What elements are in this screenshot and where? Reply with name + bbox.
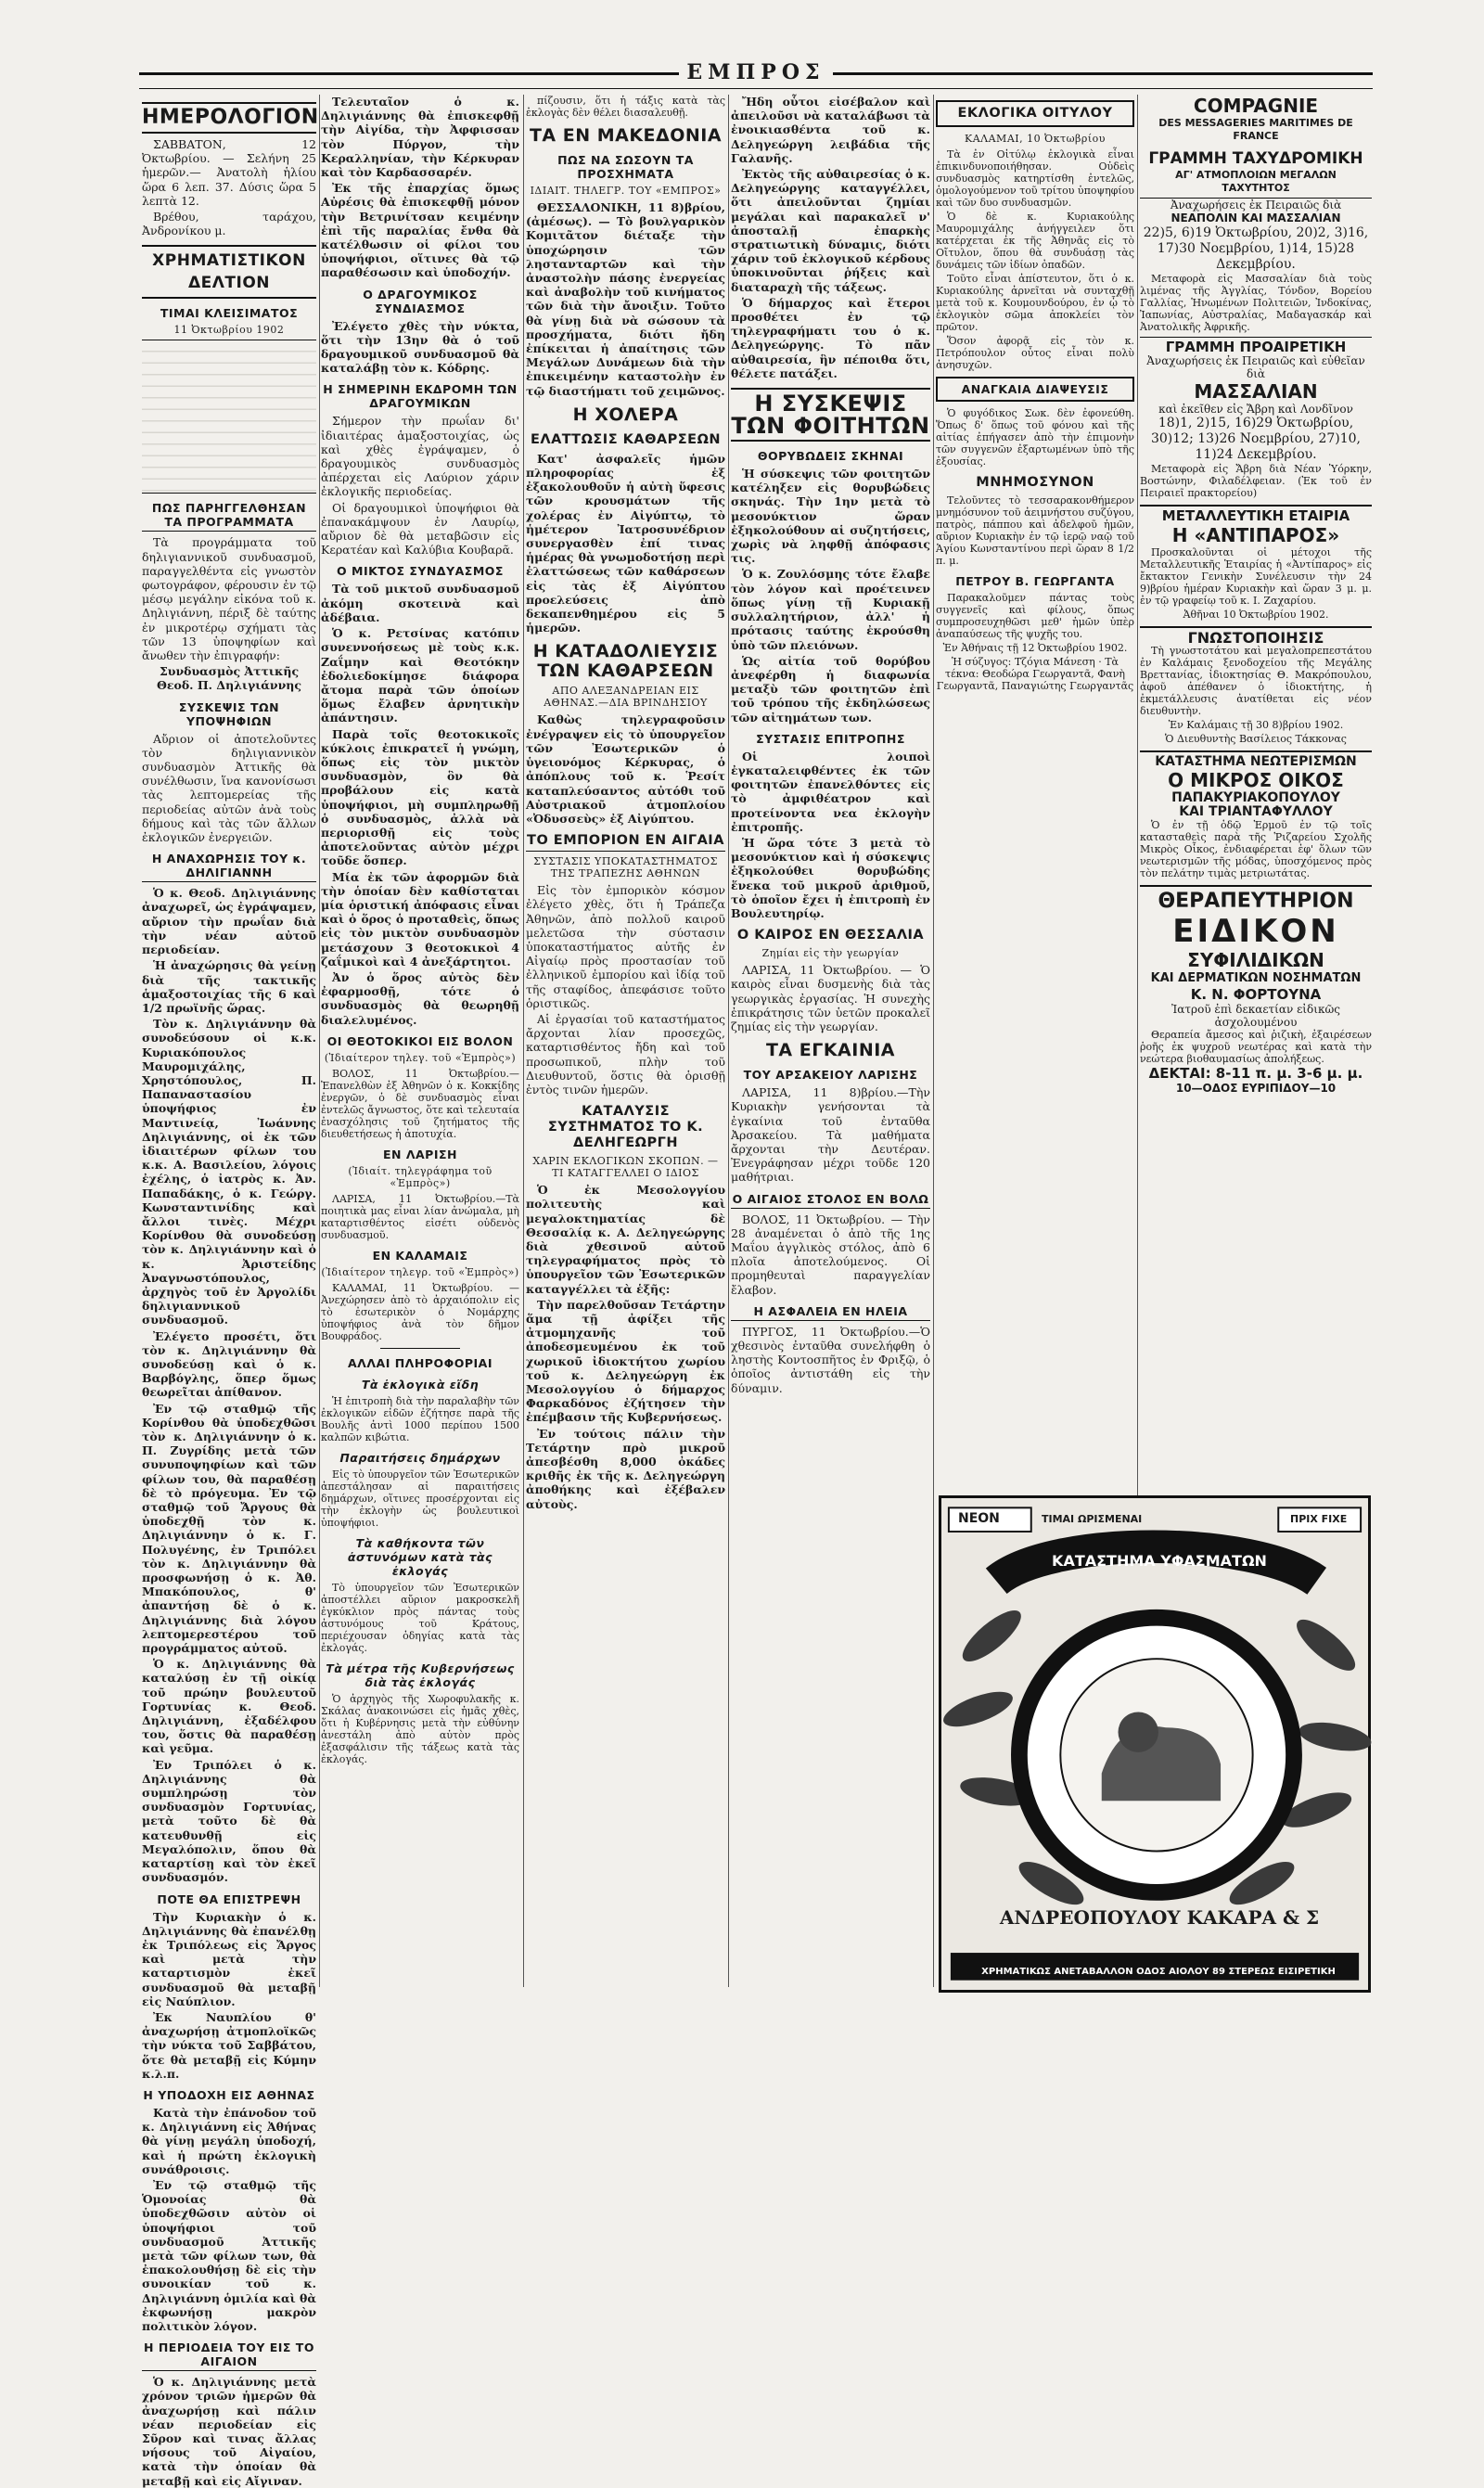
section-subtitle: (Ἰδιαίτ. τηλεγράφημα τοῦ «Ἐμπρὸς») [348,1164,493,1189]
section-makedonia-sub: ΠΩΣ ΝΑ ΣΩΣΟΥΝ ΤΑ ΠΡΟΣΧΗΜΑΤΑ [557,153,694,181]
article-paragraph: ΒΟΛΟΣ, 11 Ὀκτωβρίου.—Ἐπανελθὼν ἐξ Ἀθηνῶν ὁ κ. Κοκκίδης ἐνεργῶν, ὁ δὲ συνδυασμὸς εἶναι ἐντελῶς ἄγνωστος, ὅτε καὶ τελευταία ἐνασχόλησις τοῦ ζητήματος τῆς διευθετήσεως ἡ ἀποτυχία. [321,1067,519,1140]
article-paragraph: Παρακαλοῦμεν πάντας τοὺς συγγενεῖς καὶ φίλους, ὅπως συμπροσευχηθῶσι μεθ' ἡμῶν ὑπὲρ ἀναπαύσεως τῆς ψυχῆς του. [936,592,1134,640]
hours: ΔΕΚΤΑΙ: 8-11 π. μ. 3-6 μ. μ. [1148,1065,1363,1083]
article-paragraph: Ὡς αἰτία τοῦ θορύβου ἀνεφέρθη ἡ διαφωνία μεταξὺ τῶν φοιτητῶν ἐπὶ τοῦ τρόπου τῆς ἐκδηλώσεως τῶν αἰτημάτων των. [731,653,930,725]
column-2 [321,95,519,1987]
column-1 [142,95,319,2488]
article-paragraph: Ὁ δήμαρχος καὶ ἕτεροι προσθέτει ἐν τῷ τηλεγραφήματι του ὁ κ. Δεληγεώργης. Τὸ πᾶν αὐθαιρεσία, ἣν πέποιθα ὅτι, θέλετε πατάξει. [731,295,930,380]
section-kairos: Ο ΚΑΙΡΟΣ ΕΝ ΘΕΣΣΑΛΙΑ [736,928,925,943]
section-metra: Τὰ μέτρα τῆς Κυβερνήσεως διὰ τὰς ἐκλογάς [326,1661,515,1689]
katastima-title: ΚΑΤΑΣΤΗΜΑ ΝΕΩΤΕΡΙΣΜΩΝ [1140,750,1372,769]
ad-paragraph: Μεταφορὰ εἰς Ἄβρη διὰ Νέαν Ὑόρκην, Βοστώνην, Φιλαδέλφειαν. (Ἐκ τοῦ ἐν Πειραιεῖ πρακτορείου) [1140,463,1372,500]
article-paragraph: Τὸν κ. Δηλιγιάννην θὰ συνοδεύσουν οἱ κ.κ. Κυριακόπουλος Μαυρομιχάλης, Χρηστόπουλος, Π. Παπαναστασίου ὑποψήφιος ἐν Μαντινείᾳ, Ἰωάννης Δηλιγιάννης, οἱ ἐκ τῶν ἰδιαιτέρων φίλων του κ.κ. Α. Βασιλείου, λόγοις ἐχέλης, ὁ ἰατρὸς κ. Ἀν. Παπαδάκης, ὁ κ. Γεώργ. Κωνσταντινίδης καὶ ἄλλοι τινὲς. Μέχρι Κορίνθου θὰ συνοδεύσῃ τὸν κ. Δηλιγιάννην καὶ ὁ κ. Ἀριστείδης Ἀναγνωστόπουλος, ἀρχηγὸς τοῦ ἐν Ἀργολίδι δηλιγιαννικοῦ συνδυασμοῦ. [142,1017,316,1327]
gnwstopoiisis: ΓΝΩΣΤΟΠΟΙΗΣΙΣ [1140,626,1372,645]
article-paragraph: Ὁ κ. Δηλιγιάννης θὰ καταλύσῃ ἐν τῇ οἰκίᾳ τοῦ πρώην βουλευτοῦ Γορτυνίας κ. Θεοδ. Δηλιγιάννη, ἐξαδέλφου του, ὅστις θὰ παραθέσῃ καὶ γεῦμα. [142,1657,316,1756]
article-paragraph: Οἱ δραγουμικοὶ ὑποψήφιοι θὰ ἐπανακάμψουν ἐν Λαυρίῳ, αὔριον δὲ θὰ μεταβῶσιν εἰς Κερατέαν καὶ Καλύβια Κουβαρᾶ. [321,500,519,558]
article-paragraph: Συνδυασμὸς Ἀττικῆς Θεοδ. Π. Δηλιγιάννης [157,664,301,693]
section-aigaion: Ο ΑΙΓΑΙΟΣ ΣΤΟΛΟΣ ΕΝ ΒΟΛΩ [731,1192,930,1209]
section-paraitisis: Παραιτήσεις δημάρχων [339,1450,501,1465]
section-larissi: ΕΝ ΛΑΡΙΣΗ [382,1147,457,1161]
column-divider [933,95,934,1987]
name-title: ΠΕΤΡΟΥ Β. ΓΕΩΡΓΑΝΤΑ [955,574,1115,588]
section-subtitle: ΑΠΟ ΑΛΕΞΑΝΔΡΕΙΑΝ ΕΙΣ ΑΘΗΝΑΣ.—ΔΙΑ ΒΡΙΝΔΗΣΙΟΥ [544,685,708,710]
section-katalysis: ΚΑΤΑΛΥΣΙΣ ΣΥΣΤΗΜΑΤΟΣ ΤΟ Κ. ΔΕΛΗΓΕΩΡΓΗ [547,1104,704,1151]
column-5 [936,95,1134,1486]
section-subtitle: ΧΑΡΙΝ ΕΚΛΟΓΙΚΩΝ ΣΚΟΠΩΝ. — ΤΙ ΚΑΤΑΓΓΕΛΛΕΙ Ο ΙΔΙΟΣ [532,1155,719,1180]
section-subtitle: ΚΑΛΑΜΑΙ, 10 Ὀκτωβρίου [965,133,1106,145]
article-paragraph: Κατ' ἀσφαλεῖς ἡμῶν πληροφορίας ἐξ ἐξακολουθοῦν ἡ αὐτὴ ὕφεσις τῶν κρουσμάτων τῆς χολέρας ἐν Αἰγύπτῳ, τὸ ἡμέτερον Ἰατροσυνέδριον συνεργασθὲν ἐπί τινας ἡμέρας θὰ γνωμοδοτήσῃ περὶ ἐλαττώσεως τῶν καθάρσεων εἰς τὰς ἐξ Αἰγύπτου προελεύσεις ἀπὸ δεκαπενθημέρου εἰς 5 ἡμερῶν. [526,451,725,635]
article-paragraph: Κατὰ τὴν ἐπάνοδον τοῦ κ. Δηλιγιάννη εἰς Ἀθήνας θὰ γίνῃ μεγάλη ὑποδοχή, καὶ ἡ πρώτη ἐκλογικὴ συνάθροισις. [142,2105,316,2176]
ad-paragraph: Τὴ γνωστοτάτου καὶ μεγαλοπρεπεστάτου ἐν Καλάμαις ξενοδοχείου τῆς Μεγάλης Βρεττανίας, ἰδιοκτησίας Θ. Μακρόπουλου, ἀφοῦ ἀπέθανεν ὁ ἰδιοκτήτης, ἡ ἐκμετάλλευσις ἀνατίθεται εἰς νέον διευθυντὴν. [1140,644,1372,717]
article-paragraph: Ἤδη οὗτοι εἰσέβαλον καὶ ἀπειλοῦσι νὰ καταλάβωσι τὰ ἐνοικιασθέντα τοῦ κ. Δεληγεώργη λειβάδια τῆς Γαλανῆς. [731,95,930,165]
article-paragraph: Μία ἐκ τῶν ἀφορμῶν διὰ τὴν ὁποίαν δὲν καθίσταται μία ὁριστική ἀπόφασις εἶναι καὶ ὁ ὅρος ὁ προταθεὶς, ὅπως εἰς τὸν μικτὸν συνδυασμὸν μετάσχουν 3 θεοτοκικοὶ 4 ζαΐμικοὶ καὶ 4 ἀνεξάρτητοι. [321,869,519,968]
ad-paragraph: Προσκαλοῦνται οἱ μέτοχοι τῆς Μεταλλευτικῆς Ἑταιρίας ἡ «Ἀντίπαρος» εἰς ἔκτακτον Γενικὴν Συνέλευσιν τὴν 24 9)βρίου ἡμέραν Κυριακὴν καὶ ὥραν 3 μ. μ. ἐν τῷ γραφείῳ τοῦ κ. Ι. Ζαχαρίου. [1140,545,1372,607]
article-paragraph: ΚΑΛΑΜΑΙ, 11 Ὀκτωβρίου. — Ἀνεχώρησεν ἀπὸ τὸ ἀρχαιόπολιν εἰς τὸ ἐσωτερικὸν ὁ Νομάρχης ὑποψήφιος ἀνὰ τὸν δῆμον Βουφράδος. [321,1281,519,1342]
ad-bottom: ΧΡΗΜΑΤΙΚΩΣ ΑΝΕΤΑΒΑΛΛΟΝ ΟΔΟΣ ΑΙΟΛΟΥ 89 ΣΤΕΡΕΩΣ ΕΙΣΙΡΕΤΙΚΗ [981,1967,1336,1977]
ad-label-fixe: ΠΡΙΧ FIXE [1290,1513,1348,1525]
article-paragraph: πίζουσιν, ὅτι ἡ τάξις κατὰ τὰς ἐκλογὰς δὲν θέλει διασαλευθῇ. [526,95,725,119]
notice-date: Ἐν Ἀθήναις τῇ 12 Ὀκτωβρίου 1902. [942,642,1128,654]
section-asfaleia: Η ΑΣΦΑΛΕΙΑ ΕΝ ΗΛΕΙΑ [731,1304,930,1321]
section-programmata: ΠΩΣ ΠΑΡΗΓΓΕΛΘΗΣΑΝ ΤΑ ΠΡΟΓΡΑΜΜΑΤΑ [142,501,316,532]
ad-signature: Ὁ Διευθυντὴς Βασίλειος Τάκκονας [1165,732,1347,745]
section-volos: ΟΙ ΘΕΟΤΟΚΙΚΟΙ ΕΙΣ ΒΟΛΟΝ [326,1033,514,1048]
times-date: 11 Ὀκτωβρίου 1902 [173,324,285,337]
article-paragraph: Ἡ σύσκεψις τῶν φοιτητῶν κατέληξεν εἰς θορυβώδεις σκηνάς. Τὴν 1ην μετὰ τὸ μεσονύκτιον ὥραν ἐξηκολούθουν αἱ συζητήσεις, χωρὶς νὰ ληφθῇ ἀπόφασις τις. [731,467,930,566]
grammi-title: ΓΡΑΜΜΗ ΤΑΧΥΔΡΟΜΙΚΗ [1148,149,1363,168]
article-paragraph: Ἐν Τριπόλει ὁ κ. Δηλιγιάννης θὰ συμπληρώσῃ τὸν συνδυασμὸν Γορτυνίας, μετὰ τοῦτο δὲ θὰ κατευθυνθῇ εἰς Μεγαλόπολιν, ὅπου θὰ καταρτίσῃ καὶ τὸν ἐκεῖ συνδυασμόν. [142,1757,316,1885]
article-paragraph: Ὁ κ. Θεοδ. Δηλιγιάννης ἀναχωρεῖ, ὡς ἐγράψαμεν, αὔριον τὴν πρωΐαν διὰ τὴν νέαν αὐτοῦ περιοδείαν. [142,886,316,957]
article-paragraph: Ἐν τῷ σταθμῷ τῆς Ὁμονοίας θὰ ὑποδεχθῶσιν αὐτὸν οἱ ὑποψήφιοι τοῦ συνδυασμοῦ Ἀττικῆς μετὰ τῶν φίλων των, θὰ ἐπακολουθήσῃ δὲ εἰς τὴν συνοικίαν τοῦ κ. Δηλιγιάννη ὁμιλία καὶ θὰ ἐκφωνήσῃ μακρὸν πολιτικὸν λόγον. [142,2177,316,2333]
departure-label: Ἀναχωρήσεις ἐκ Πειραιῶς καὶ εὐθεῖαν διὰ [1146,354,1365,381]
article-paragraph: Ἡ ὥρα τότε 3 μετὰ τὸ μεσονύκτιον καὶ ἡ σύσκεψις ἐξηκολούθει θορυβώδης ἕνεκα τοῦ μικροῦ ἀριθμοῦ, τὸ ὁποῖον ἔχει ἡ ἐπιτροπὴ ἐν Βουλευτηρίῳ. [731,835,930,920]
column-divider [523,95,524,1987]
article-paragraph: Ὁ ἐκ Μεσολογγίου πολιτευτὴς καὶ μεγαλοκτηματίας δὲ Θεσσαλίᾳ κ. Α. Δεληγεώργης διὰ χθεσινοῦ αὐτοῦ τηλεγραφήματος πρὸς τὸ ὑπουργεῖον τῶν Ἐσωτερικῶν καταγγέλλει τὰ ἑξῆς: [526,1183,725,1296]
article-paragraph: ΒΟΛΟΣ, 11 Ὀκτωβρίου. — Τὴν 28 ἀναμένεται ὁ ἀπὸ τῆς 1ης Μαΐου ἀγγλικὸς στόλος, ἀπὸ 6 πλοῖα ἀποτελούμενος. Οἱ προμηθευταὶ παραγγελίαν ἔλαβον. [731,1212,930,1297]
departure-sub: καὶ ἐκεῖθεν εἰς Ἄβρη καὶ Λονδῖνον [1158,403,1353,417]
section-epitropi: ΣΥΣΤΑΣΙΣ ΕΠΙΤΡΟΠΗΣ [756,731,905,746]
section-xolera: Η ΧΟΛΕΡΑ [572,404,679,425]
article-paragraph: ΠΥΡΓΟΣ, 11 Ὀκτωβρίου.—Ὁ χθεσινὸς ἐνταῦθα συνελήφθη ὁ ληστὴς Κοντοσπῆτος ἐν Φριξῷ, ὁ ὁποῖος ἀντιστάθη εἰς τὴν δύναμιν. [731,1324,930,1395]
section-xolera-sub: ΕΛΑΤΤΩΣΙΣ ΚΑΘΑΡΣΕΩΝ [530,431,722,447]
ad-paragraph: Θεραπεία ἄμεσος καὶ ῥιζικὴ, ἐξαιρέσεων ῥοῆς ἐκ ψυχροῦ νεωτέρας καὶ κατὰ τὴν νεώτερα βιοθαυμασίως ἀπολήξεως. [1140,1029,1372,1066]
column-6 [1140,95,1372,1987]
departure-label: Ἀναχωρήσεις ἐκ Πειραιῶς διὰ [1170,199,1342,212]
article-paragraph: Ὁ κ. Ρετσίνας κατόπιν συνεννοήσεως μὲ τοὺς κ.κ. Ζαΐμην καὶ Θεοτόκην ἐδολιεδοκίμησε διάφορα ἄτομα παρὰ τῶν ὁποίων ὅμως ἔλαβεν ἀρνητικὴν ἀπάντησιν. [321,626,519,725]
article-paragraph: Εἰς τὸ ὑπουργεῖον τῶν Ἐσωτερικῶν ἀπεστάλησαν αἱ παραιτήσεις δημάρχων, οἵτινες προσέρχονται εἰς τὴν ἐκλογὴν ὡς βουλευτικοὶ ὑποψήφιοι. [321,1468,519,1529]
section-subtitle: ΙΔΙΑΙΤ. ΤΗΛΕΓΡ. ΤΟΥ «ΕΜΠΡΟΣ» [530,185,722,197]
article-paragraph: Ἀν ὁ ὅρος αὐτὸς δὲν ἐφαρμοσθῇ, τότε ὁ συνδυασμὸς θὰ θεωρηθῇ διαλελυμένος. [321,969,519,1027]
papakyriakopoulou: ΠΑΠΑΚΥΡΙΑΚΟΠΟΥΛΟΥ [1171,790,1340,806]
ad-paragraph: Ὁ ἐν τῇ ὁδῷ Ἑρμοῦ ἐν τῷ τοῖς κατασταθεὶς παρὰ τῆς Ῥιζαρείου Σχολῆς Μικρὸς Οἶκος, ἐνδιαφέρεται ἐφ' ὅλων τῶν νεωτερισμῶν τῆς μόδας, ὑποσχόμενος πρὸς τὸν πελάτην τιμὰς μετριωτάτας. [1140,819,1372,880]
article-paragraph: Ἐν τούτοις πάλιν τὴν Τετάρτην πρὸ μικροῦ ἀπεσβέσθη 8,000 ὀκάδες κριθῆς ἐκ τῆς κ. Δεληγεώργη ἀποθήκης καὶ ἐξέβαλεν αὐτοὺς. [526,1426,725,1511]
imerologion-line2: Βρέθου, ταράχου, Ἀνδρονίκου μ. [142,210,316,238]
therapeftirion: ΘΕΡΑΠΕΥΤΗΡΙΟΝ [1140,885,1372,914]
section-egkainia: ΤΑ ΕΓΚΑΙΝΙΑ [765,1040,896,1061]
syfilidikon: ΣΥΦΙΛΙΔΙΚΩΝ [1187,949,1324,972]
dermatikon: ΚΑΙ ΔΕΡΜΑΤΙΚΩΝ ΝΟΣΗΜΑΤΩΝ [1150,971,1362,986]
article-paragraph: Οἱ λοιποὶ ἐγκαταλειφθέντες ἐκ τῶν φοιτητῶν ἐπανελθόντες εἰς τὸ ἀμφιθέατρον καὶ προτείνοντα νεα ἐκλογὴν ἐπιτροπῆς. [731,749,930,834]
departure-dates: 18)1, 2)15, 16)29 Ὀκτωβρίου, 30)12; 13)26 Νοεμβρίου, 27)10, 11)24 Δεκεμβρίου. [1150,416,1362,463]
section-mnimosynon: ΜΝΗΜΟΣΥΝΟΝ [976,475,1094,490]
masthead-title: ΕΜΠΡΟΣ [679,60,832,84]
section-allai: ΑΛΛΑΙ ΠΛΗΡΟΦΟΡΙΑΙ [348,1355,493,1370]
messageries: DES MESSAGERIES MARITIMES DE FRANCE [1158,117,1353,142]
ad-date: Ἐν Καλάμαις τῇ 30 8)βρίου 1902. [1168,718,1344,731]
antiparos: Η «ΑΝΤΙΠΑΡΟΣ» [1171,523,1340,546]
xrimatistikon-title: ΧΡΗΜΑΤΙΣΤΙΚΟΝ ΔΕΛΤΙΟΝ [142,245,316,299]
address: 10—ΟΔΟΣ ΕΥΡΙΠΙΔΟΥ—10 [1175,1081,1337,1095]
section-dragoumikos: Ο ΔΡΑΓΟΥΜΙΚΟΣ ΣΥΝΔΙΑΣΜΟΣ [363,287,478,315]
departure-place: ΝΕΑΠΟΛΙΝ ΚΑΙ ΜΑΣΣΑΛΙΑΝ [1171,212,1341,224]
section-syskepsis-sub: ΘΟΡΥΒΩΔΕΙΣ ΣΚΗΝΑΙ [757,449,904,464]
section-periodeia: Η ΠΕΡΙΟΔΕΙΑ ΤΟΥ ΕΙΣ ΤΟ ΑΙΓΑΙΟΝ [142,2341,316,2371]
triantafyllou: ΚΑΙ ΤΡΙΑΝΤΑΦΥΛΛΟΥ [1179,804,1333,820]
article-paragraph: ΘΕΣΣΑΛΟΝΙΚΗ, 11 8)βρίου, (ἀμέσως). — Τὸ βουλγαρικὸν Κομιτᾶτον διέταξε τὴν ὑποχώρησιν τῶν ληστανταρτῶν καὶ τὴν ἀναστολὴν πάσης ἐνεργείας καὶ ἀναβολὴν τοῦ κινήματος τῶν διὰ τὴν ἄνοιξιν. Τοῦτο θὰ γίνῃ διὰ νὰ σώσουν τὰ προσχήματα, διότι ἤδη ἐπίκειται ἡ ἀπαίτησις τῶν Μεγάλων Δυνάμεων διὰ τὴν ἐπικειμένην καταστολὴν ἐν τῷ διαστήματι τοῦ χειμῶνος. [526,200,725,398]
article-paragraph: Τὰ ἐν Οἰτύλῳ ἐκλογικὰ εἶναι ἐπικινδυνοποιήθησαν. Οὐδεὶς συνδυασμὸς κατηρτίσθη ἐντελῶς, ὁμολογούμενον τοῦ τρίτου ὑποψηφίου καὶ τῶν δυο συνδυασμῶν. [936,148,1134,209]
article-paragraph: Παρὰ τοῖς θεοτοκικοῖς κύκλοις ἐπικρατεῖ ἡ γνώμη, ὅπως εἰς τὸν μικτὸν συνδυασμὸν, ὃν θὰ προβάλουν εἰς κατὰ ὑποψήφιοι, μὴ συμπληρωθῇ ὁ συνδυασμὸς, ἀλλὰ νὰ περιορισθῇ εἰς τοὺς ἀποτελοῦντας αὐτὸν μέχρι τοῦδε ὅσπερ. [321,726,519,868]
grammi2-title: ΓΡΑΜΜΗ ΠΡΟΑΙΡΕΤΙΚΗ [1140,337,1372,354]
masthead [139,60,1373,89]
section-katadiwxis: Η ΚΑΤΑΔΟΛΙΕΥΣΙΣ ΤΩΝ ΚΑΘΑΡΣΕΩΝ [532,641,719,682]
compagnie: COMPAGNIE [1193,95,1319,117]
article-paragraph: Ὁ δὲ κ. Κυριακούλης Μαυρομιχάλης ἀνήγγειλεν ὅτι κατέρχεται ἐκ τῆς Ἀθηνᾶς εἰς τὸ Οἴτυλον, ὅπου θὰ συνδυάσῃ τὰς δυνάμεις τῶν ἰδίων ὀπαδῶν. [936,211,1134,271]
article-paragraph: ΛΑΡΙΣΑ, 11 Ὀκτωβρίου. — Ὁ καιρὸς εἶναι δυσμενὴς διὰ τὰς γεωργικὰς ἐργασίας. Ἡ συνεχὴς ἐπικράτησις τῶν ὑετῶν προκαλεῖ ζημίας εἰς τὴν γεωργίαν. [731,963,930,1033]
stock-table [142,340,316,494]
article-paragraph: Εἰς τὸν ἐμπορικὸν κόσμον ἐλέγετο χθὲς, ὅτι ἡ Τράπεζα Ἀθηνῶν, ἀπὸ πολλοῦ καιροῦ μελετῶσα τὴν σύστασιν ὑποκαταστήματος αὐτῆς ἐν Αἰγαίῳ πρὸς προστασίαν τοῦ ἐλληνικοῦ ἐμπορίου καὶ ἰδίᾳ τοῦ τῆς σταφίδος, ἀπεφάσισε τοῦτο ὁριστικῶς. [526,883,725,1010]
section-kathikonta: Τὰ καθήκοντα τῶν ἀστυνόμων κατὰ τὰς ἐκλογάς [347,1535,493,1578]
section-subtitle: Ζημίαι εἰς τὴν γεωργίαν [761,947,900,960]
article-paragraph: Ὁ κ. Δηλιγιάννης μετὰ χρόνον τριῶν ἡμερῶν θὰ ἀναχωρήσῃ καὶ πάλιν νέαν περιοδείαν εἰς Σῦρον καὶ τινας ἄλλας νήσους τοῦ Αἰγαίου, κατὰ τὴν ὁποίαν θὰ μεταβῇ καὶ εἰς Αἴγιναν. [142,2375,316,2488]
section-miktos: Ο ΜΙΚΤΟΣ ΣΥΝΔΥΑΣΜΟΣ [337,564,504,579]
times-title: ΤΙΜΑΙ ΚΛΕΙΣΙΜΑΤΟΣ [160,306,299,321]
article-paragraph: Τελευταῖον ὁ κ. Δηλιγιάννης θὰ ἐπισκεφθῇ τὴν Αἰγίδα, τὴν Ἀφφισσαν τὸν Πύργον, τὴν Κεραλληνίαν, τὴν Κέρκυραν καὶ τὸν Καρδασσαρέν. [321,95,519,180]
article-paragraph: Ἐκ τῆς ἐπαρχίας ὅμως Αὐρέσις θὰ ἐπισκεφθῇ μόνον τὴν Βετρινίτσαν κειμένην ἐπὶ τῆς παραλίας ἔνθα θὰ κατέλθωσιν οἱ φίλοι του ὑποψήφιοι, οἵτινες θὰ τῷ παραθέσωσιν καὶ ὑποδοχήν. [321,181,519,280]
notice-signers: Ἡ σύζυγος: Τζόγια Μάνεση · Τὰ τέκνα: Θεοδώρα Γεωργαντᾶ, Φανὴ Γεωργαντᾶ, Παναγιώτης Γεωργαντᾶς [936,656,1134,692]
imerologion-text: ΣΑΒΒΑΤΟΝ, 12 Ὀκτωβρίου. — Σελήνη 25 ἡμερῶν.— Ἀνατολὴ ἡλίου ὥρα 6 λεπ. 37. Δύσις ὥρα 5 λεπτὰ 12. [142,137,316,208]
departure-dates: 22)5, 6)19 Ὀκτωβρίου, 20)2, 3)16, 17)30 Νοεμβρίου, 1)14, 15)28 Δεκεμβρίου. [1143,225,1369,273]
section-eklogika-eidi: Τὰ ἐκλογικὰ εἴδη [361,1377,480,1391]
section-ekdromi: Η ΣΗΜΕΡΙΝΗ ΕΚΔΡΟΜΗ ΤΩΝ ΔΡΑΓΟΥΜΙΚΩΝ [323,382,518,411]
section-egkainia-sub: ΤΟΥ ΑΡΣΑΚΕΙΟΥ ΛΑΡΙΣΗΣ [743,1068,918,1083]
article-paragraph: Ἐκ Ναυπλίου θ' ἀναχωρήσῃ ἀτμοπλοϊκῶς τὴν νύκτα τοῦ Σαββάτου, ὅτε θὰ μεταβῇ εἰς Κύμην κ.λ.π. [142,2009,316,2081]
metall-title: ΜΕΤΑΛΛΕΥΤΙΚΗ ΕΤΑΙΡΙΑ [1140,505,1372,523]
section-epistrofi: ΠΟΤΕ ΘΑ ΕΠΙΣΤΡΕΨΗ [157,1892,301,1906]
article-paragraph: ΛΑΡΙΣΑ, 11 8)βρίου.—Τὴν Κυριακὴν γενήσονται τὰ ἐγκαίνια τοῦ ἐνταῦθα Ἀρσακείου. Τὰ μαθήματα ἄρχονται τὴν Δευτέραν. Ἐνεγράφησαν μέχρι τοῦδε 120 μαθήτριαι. [731,1085,930,1185]
ad-date: Ἀθῆναι 10 Ὀκτωβρίου 1902. [1183,608,1329,621]
article-paragraph: Τὴν Κυριακὴν ὁ κ. Δηλιγιάννης θὰ ἐπανέλθῃ ἐκ Τριπόλεως εἰς Ἄργος καὶ μετὰ τὴν καταρτισμὸν ἐκεῖ συνδυασμοῦ θὰ μεταβῇ εἰς Ναύπλιον. [142,1909,316,2008]
section-aigaia: ΤΟ ΕΜΠΟΡΙΟΝ ΕΝ ΑΙΓΑΙΑ [526,833,725,852]
section-ypodoxi: Η ΥΠΟΔΟΧΗ ΕΙΣ ΑΘΗΝΑΣ [143,2087,315,2102]
section-kalamais: ΕΝ ΚΑΛΑΜΑΙΣ [372,1248,468,1263]
article-paragraph: Σήμερον τὴν πρωΐαν δι' ἰδιαιτέρας ἁμαξοστοιχίας, ὡς καὶ χθὲς ἐγράψαμεν, ὁ δραγουμικὸς συνδυασμὸς ἀπέρχεται εἰς Λαύριον χάριν ἐκλογικῆς περιοδείας. [321,414,519,499]
imerologion-title: ΗΜΕΡΟΛΟΓΙΟΝ [142,102,316,134]
section-anaxorisis: Η ΑΝΑΧΩΡΗΣΙΣ ΤΟΥ κ. ΔΗΛΙΓΙΑΝΝΗ [142,852,316,882]
mikros-oikos: Ο ΜΙΚΡΟΣ ΟΙΚΟΣ [1168,769,1344,792]
article-paragraph: ΛΑΡΙΣΑ, 11 Ὀκτωβρίου.—Τὰ ποιητικὰ μας εἶναι λίαν ἀνώμαλα, μὴ καταρτισθέντος εἰσέτι οὐδενὸς συνδυασμοῦ. [321,1192,519,1241]
section-subtitle: ΣΥΣΤΑΣΙΣ ΥΠΟΚΑΤΑΣΤΗΜΑΤΟΣ ΤΗΣ ΤΡΑΠΕΖΗΣ ΑΘΗΝΩΝ [533,855,718,880]
article-paragraph: Ἐκτὸς τῆς αὐθαιρεσίας ὁ κ. Δεληγεώργης καταγγέλλει, ὅτι ἀπειλοῦνται ζημίαι μεγάλαι καὶ παρακαλεῖ ν' ἀποσταλῇ ἐπαρκὴς στρατιωτικὴ δύναμις, διότι χάριν τοῦ ἐκλογικοῦ κέρδους ὑποκινοῦνται ῥήξεις καὶ διαταραχὴ τῆς τάξεως. [731,167,930,294]
fortouna-sub: Ἰατροῦ ἐπὶ δεκαετίαν εἰδικῶς ἀσχολουμένου [1171,1003,1340,1030]
article-paragraph: Τὴν παρελθοῦσαν Τετάρτην ἅμα τῇ ἀφίξει τῆς ἀτμομηχανῆς τοῦ ἀποδεσμευμένου ἐκ τοῦ χωρικοῦ ἰδιοκτήτου χωρίου τοῦ κ. Δεληγεώργη ἐκ Μεσολογγίου ὁ δήμαρχος Φαρκαδόνος ἐζήτησεν τὴν ἐπέμβασιν τῆς Κυβερνήσεως. [526,1297,725,1425]
eidikon: ΕΙΔΙΚΟΝ [1172,913,1339,951]
article-paragraph: Αὔριον οἱ ἀποτελοῦντες τὸν δηλιγιαννικὸν συνδυασμὸν Ἀττικῆς θὰ συνέλθωσιν, ἵνα κανονίσωσι τὰς λεπτομερείας τῆς περιοδείας αὐτῶν ἀνὰ τοὺς δήμους καὶ τὰς τῶν ἄλλων ἐκλογικῶν ἐνεργειῶν. [142,731,316,845]
article-paragraph: Ὅσον ἀφορᾷ εἰς τὸν κ. Πετρόπουλον οὗτος εἶναι πολὺ ἀνησυχῶν. [936,335,1134,371]
article-paragraph: Τοῦτο εἶναι ἀπίστευτον, ὅτι ὁ κ. Κυριακούλης ἀρνεῖται νὰ συνταχθῇ μετὰ τοῦ κ. Κουμουνδούρου, ἐν ᾧ τὸ ἐκλογικὸν σῶμα ἀποκλείει τὸν πρῶτον. [936,273,1134,333]
section-syskepsis: ΣΥΣΚΕΨΙΣ ΤΩΝ ΥΠΟΨΗΦΙΩΝ [178,699,280,728]
divider [380,1348,460,1349]
column-4 [731,95,930,1987]
column-divider [319,95,320,1987]
article-paragraph: Τὰ τοῦ μικτοῦ συνδυασμοῦ ἀκόμη σκοτεινὰ καὶ ἀδέβαια. [321,582,519,624]
column-3 [526,95,725,1987]
article-paragraph: Ὁ κ. Ζουλόσμης τότε ἔλαβε τὸν λόγον καὶ προέτεινεν ὅπως γίνῃ τῇ Κυριακῇ συλλαλητήριον, ἀλλ' ἡ πρότασις ταύτης ἐκρούσθη ὑπὸ τῶν πλειόνων. [731,567,930,652]
article-paragraph: Καθὼς τηλεγραφοῦσιν ἐνέγραψεν εἰς τὸ ὑπουργεῖον τῶν Ἐσωτερικῶν ὁ ὑγειονόμος Κέρκυρας, ὁ ἀπόπλους τοῦ κ. Ῥεσίτ καταπλεύσαντος αὐτόθι τοῦ Αὐστριακοῦ ἀτμοπλοίου «Ὀδυσσεὺς» ἐξ Αἰγύπτου. [526,712,725,826]
section-syskepsis: Η ΣΥΣΚΕΨΙΣ ΤΩΝ ΦΟΙΤΗΤΩΝ [731,388,930,442]
article-paragraph: Ἐλέγετο χθὲς τὴν νύκτα, ὅτι τὴν 13ην θὰ ὁ τοῦ δραγουμικοῦ συνδυασμοῦ θὰ καταλάβῃ τὸν κ. Κόδρης. [321,318,519,376]
article-paragraph: Τὸ ὑπουργεῖον τῶν Ἐσωτερικῶν ἀποστέλλει αὔριον μακροσκελῆ ἐγκύκλιον πρὸς πάντας τοὺς ἀστυνόμους τοῦ Κράτους, περιέχουσαν ὁδηγίας κατὰ τὰς ἐκλογάς. [321,1581,519,1654]
article-paragraph: Αἱ ἐργασίαι τοῦ καταστήματος ἄρχονται λίαν προσεχῶς, καταρτισθέντος ἤδη καὶ τοῦ προσωπικοῦ, πλὴν τοῦ Διευθυντοῦ, ὅστις θὰ ὁρισθῇ ἐντὸς τινῶν ἡμερῶν. [526,1011,725,1097]
section-subtitle: (Ἰδιαίτερον τηλεγ. τοῦ «Ἐμπρὸς») [324,1051,517,1064]
article-paragraph: Τελοῦντες τὸ τεσσαρακονθήμερον μνημόσυνον τοῦ ἀειμνήστου συζύγου, πατρὸς, πάππου καὶ ἀδελφοῦ ἡμῶν, αὔριον Κυριακὴν ἐν τῷ ἱερῷ ναῷ τοῦ Ἁγίου Κωνσταντίνου περὶ ὥραν 8 1/2 π. μ. [936,494,1134,567]
article-paragraph: Ἐλέγετο προσέτι, ὅτι τὸν κ. Δηλιγιάννην θὰ συνοδεύσῃ καὶ ὁ κ. Βαρβόγλης, ὅπερ ὅμως θεωρεῖται ἀπίθανον. [142,1328,316,1400]
ad-title: ΚΑΤΑΣΤΗΜΑ ΥΦΑΣΜΑΤΩΝ [1052,1552,1267,1570]
article-paragraph: Ἡ ἀναχώρησις θὰ γείνῃ διὰ τῆς τακτικῆς ἁμαξοστοιχίας τῆς 6 καὶ 1/2 πρωϊνῆς ὥρας. [142,958,316,1015]
grammi-sub: ΑΓ' ΑΤΜΟΠΛΟΙΩΝ ΜΕΓΑΛΩΝ ΤΑΧΥΤΗΤΟΣ [1140,169,1372,199]
article-paragraph: Ἡ ἐπιτροπὴ διὰ τὴν παραλαβὴν τῶν ἐκλογικῶν εἰδῶν ἐζήτησε παρὰ τῆς Βουλῆς ἀντὶ 1000 περίπου 1500 καλπῶν κιβώτια. [321,1394,519,1443]
ad-name: ΑΝΔΡΕΟΠΟΥΛΟΥ ΚΑΚΑΡΑ & Σ [999,1906,1320,1929]
section-subtitle: (Ἰδιαίτερον τηλεγρ. τοῦ «Ἐμπρὸς») [321,1265,519,1278]
fortouna: Κ. Ν. ΦΟΡΤΟΥΝΑ [1190,986,1322,1004]
section-makedonia: ΤΑ ΕΝ ΜΑΚΕΔΟΝΙΑ [529,125,723,146]
ad-tag: ΤΙΜΑΙ ΩΡΙΣΜΕΝΑΙ [1042,1513,1143,1525]
column-divider [728,95,729,1987]
ad-label-new: ΝΕΟΝ [958,1511,1000,1526]
ad-paragraph: Μεταφορὰ εἰς Μασσαλίαν διὰ τοὺς λιμένας τῆς Ἀγγλίας, Τόνδον, Βορείου Γαλλίας, Ἡνωμένων Πολιτειῶν, Ἰνδοκίνας, Ἰαπωνίας, Αὐστραλίας, Μαδαγασκάρ καὶ Ἀνατολικῆς Ἀφρικῆς. [1140,273,1372,334]
article-paragraph: Ὁ ἀρχηγὸς τῆς Χωροφυλακῆς κ. Σκάλας ἀνακοινώσει εἰς ἡμᾶς χθὲς, ὅτι ἡ Κυβέρνησις μετὰ τὴν εὐθύνην ἀνεστάλη ἀπὸ αὐτὸν πρὸς ἐξασφάλισιν τῆς τάξεως κατὰ τὰς ἐκλογάς. [321,1692,519,1765]
section-eklogika-oitylou: ΕΚΛΟΓΙΚΑ ΟΙΤΥΛΟΥ [936,100,1134,127]
departure-place: ΜΑΣΣΑΛΙΑΝ [1194,380,1318,404]
article-paragraph: Τὰ προγράμματα τοῦ δηλιγιαννικοῦ συνδυασμοῦ, παραγγελθέντα εἰς γνωστὸν φωτογράφον, φέρουσιν ἐν τῷ μέσῳ μεγάλην εἰκόνα τοῦ κ. Δηλιγιάννη, πέριξ δὲ ταύτης ἐν μικροτέρῳ σχήματι τὰς τῶν 13 ὑποψηφίων καὶ ἄνωθεν τὴν ἐπιγραφήν: [142,535,316,663]
section-anagkaia: ΑΝΑΓΚΑΙΑ ΔΙΑΨΕΥΣΙΣ [936,377,1134,402]
article-paragraph: Ἐν τῷ σταθμῷ τῆς Κορίνθου θὰ ὑποδεχθῶσι τὸν κ. Δηλιγιάννην ὁ κ. Π. Ζυγρίδης μετὰ τῶν συνυποψηφίων καὶ τῶν φίλων του, θὰ παραθέσῃ δὲ τὸ πρόγευμα. Ἐν τῷ σταθμῷ τοῦ Ἄργους θὰ ὑποδεχθῇ τὸν κ. Δηλιγιάννην ὁ κ. Γ. Πολυγένης, ἐν Τριπόλει τὸν κ. Δηλιγιάννην θὰ προσφωνήσῃ ὁ κ. Ἀθ. Μπακόπουλος, θ' ἀπαντήσῃ δὲ ὁ κ. Δηλιγιάννης διὰ λόγου λεπτομερεστέρου τοῦ προγράμματος αὐτοῦ. [142,1401,316,1656]
article-paragraph: Ὁ φυγόδικος Σωκ. δὲν ἐφονεύθη. Ὅπως δ' ὅπως τοῦ φόνου καὶ τῆς αἰτίας ἐπήγασεν ἀπὸ τὴν ἐπιμονὴν τῶν συγγενῶν ἐξαρτωμένων ὑπὸ τῆς ἐξουσίας. [936,407,1134,468]
